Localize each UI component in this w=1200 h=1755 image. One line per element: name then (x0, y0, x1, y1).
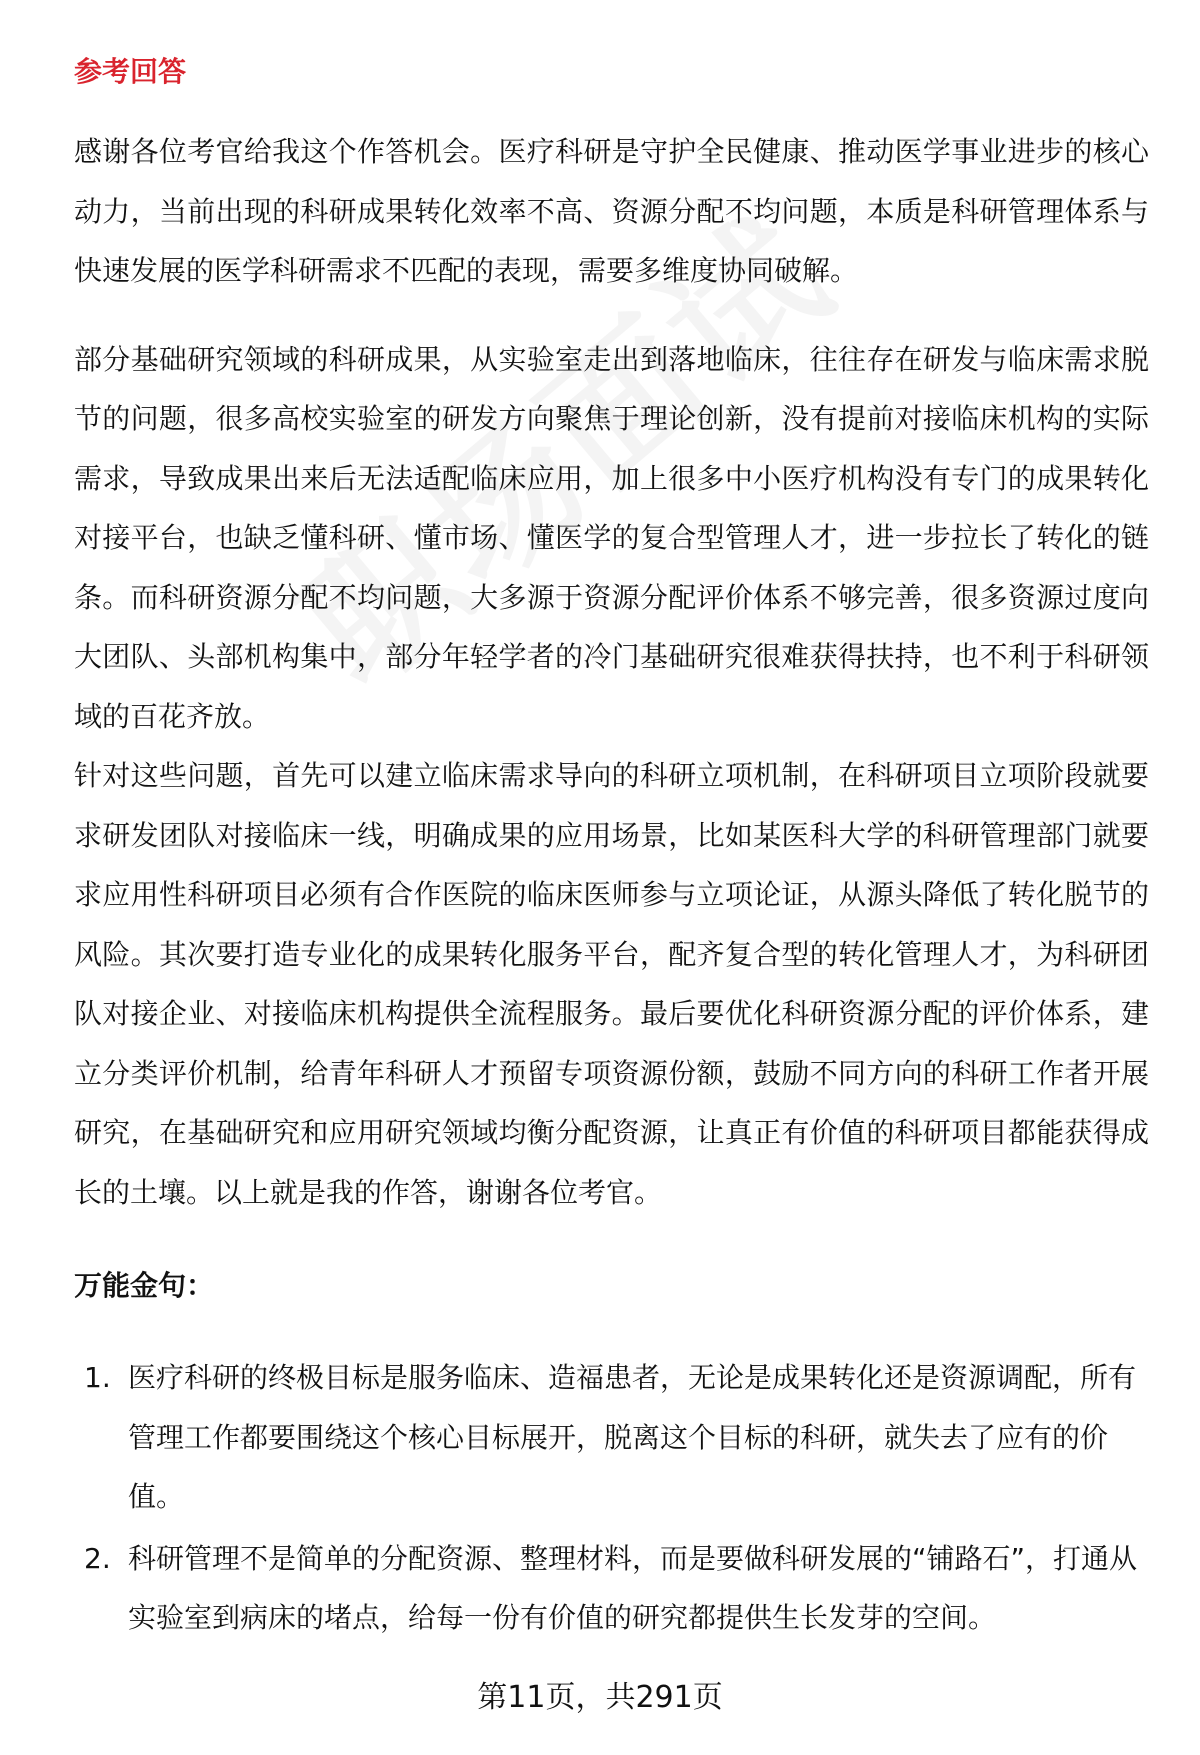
paragraph-intro: 感谢各位考官给我这个作答机会。医疗科研是守护全民健康、推动医学事业进步的核心动力，当前出现的科研成果转化效率不高、资源分配不均问题，本质是科研管理体系与快速发展的医学科研需求不匹配的表现，需要多维度协同破解。 (74, 135, 1149, 287)
reference-answer-heading: 参考回答 (74, 55, 187, 88)
document-page (74, 52, 1149, 1650)
list-item (74, 1348, 1149, 1527)
paragraph-analysis: 部分基础研究领域的科研成果，从实验室走出到落地临床，往往存在研发与临床需求脱节的问题，很多高校实验室的研发方向聚焦于理论创新，没有提前对接临床机构的实际需求，导致成果出来后无法适配临床应用，加上很多中小医疗机构没有专门的成果转化对接平台，也缺乏懂科研、懂市场、懂医学的复合型管理人才，进一步拉长了转化的链条。而科研资源分配不均问题，大多源于资源分配评价体系不够完善，很多资源过度向大团队、头部机构集中，部分年轻学者的冷门基础研究很难获得扶持，也不利于科研领域的百花齐放。 (74, 342, 1149, 733)
list-item-number: 2. (84, 1541, 111, 1575)
paragraph-solutions: 针对这些问题，首先可以建立临床需求导向的科研立项机制，在科研项目立项阶段就要求研发团队对接临床一线，明确成果的应用场景，比如某医科大学的科研管理部门就要求应用性科研项目必须有合作医院的临床医师参与立项论证，从源头降低了转化脱节的风险。其次要打造专业化的成果转化服务平台，配齐复合型的转化管理人才，为科研团队对接企业、对接临床机构提供全流程服务。最后要优化科研资源分配的评价体系，建立分类评价机制，给青年科研人才预留专项资源份额，鼓励不同方向的科研工作者开展研究，在基础研究和应用研究领域均衡分配资源，让真正有价值的科研项目都能获得成长的土壤。以上就是我的作答，谢谢各位考官。 (74, 759, 1149, 1209)
list-item-text: 科研管理不是简单的分配资源、整理材料，而是要做科研发展的“铺路石”，打通从实验室到病床的堵点，给每一份有价值的研究都提供生长发芽的空间。 (128, 1541, 1138, 1634)
list-item (74, 1529, 1149, 1648)
list-item-text: 医疗科研的终极目标是服务临床、造福患者，无论是成果转化还是资源调配，所有管理工作都要围绕这个核心目标展开，脱离这个目标的科研，就失去了应有的价值。 (128, 1361, 1137, 1513)
list-item-number: 1. (84, 1361, 111, 1394)
golden-sentences-list (74, 1348, 1149, 1648)
paragraph-gap (74, 301, 1149, 330)
page-number-footer: 第11页，共291页 (477, 1680, 723, 1715)
golden-sentences-heading: 万能金句： (74, 1269, 215, 1302)
